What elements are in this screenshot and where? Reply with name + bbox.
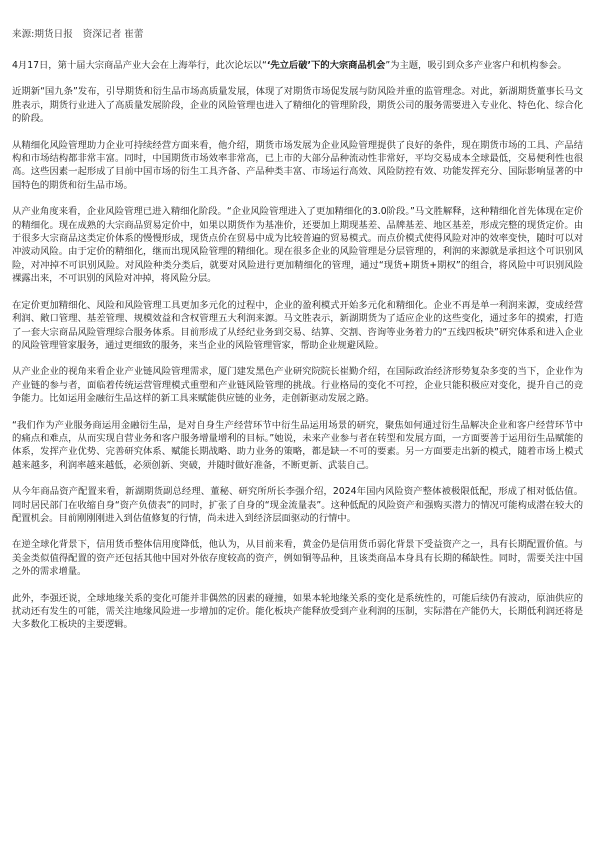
article-paragraph: 从今年商品资产配置来看，新湖期货副总经理、董秘、研究所所长李强介绍，2024年国内风险资产整体被极限低配，形成了相对低估值。同时居民部门在收缩自身“资产负债表”的同时，扩张了自身的“现金流量表”。这种低配的风险资产和强购买潜力的情况可能构成潜在较大的配置机会。目前刚刚刚进入到估值修复的行情，尚未进入到经济层面驱动的行情中。 <box>12 486 583 524</box>
article-paragraph: 在定价更加精细化、风险和风险管理工具更加多元化的过程中，企业的盈利模式开始多元化和精细化。企业不再是单一利润来源，变成经营利润、敞口管理、基差管理、规模效益和含权管理五大利润来源。马文胜表示，新湖期货为了适应企业的这些变化，通过多年的摸索，打造了一套大宗商品风险管理综合服务体系。目前形成了从经纪业务到交易、结算、交割、咨询等业务着力的“五线四板块”研究体系和进入企业的风险管理管家服务，通过更细致的服务，来当企业的风险管理管家，帮助企业规避风险。 <box>12 299 583 351</box>
source-author: 资深记者 崔蕾 <box>82 29 144 40</box>
intro-paragraph <box>12 59 583 72</box>
intro-before: 4月17日，第十届大宗商品产业大会在上海举行，此次论坛以“ <box>12 60 267 71</box>
intro-after: ”为主题，吸引到众多产业客户和机构参会。 <box>385 60 567 71</box>
source-label: 来源:期货日报 <box>12 29 73 40</box>
article-paragraph: “我们作为产业服务商运用金融衍生品，是对自身生产经营环节中衍生品运用场景的研究，聚焦如何通过衍生品解决企业和客户经营环节中的痛点和难点，从而实现自营业务和客户服务增量增利的目标。”她说，未来产业参与者在转型和发展方面，一方面要善于运用衍生品赋能的体系，发挥产业优势、完善研究体系、赋能长期战略、助力业务的策略，都是缺一不可的要素。另一方面要走出新的模式，随着市场上模式越来越多，利润率越来越低，必须创新、突破，并随时做好准备，不断更新、武装自己。 <box>12 419 583 471</box>
article-paragraph: 从产业企业的视角来看企业产业链风险管理需求，厦门建发黑色产业研究院院长崔勤介绍，在国际政治经济形势复杂多变的当下，企业作为产业链的参与者，面临着传统运营管理模式重塑和产业链风险管理的挑战。行业格局的变化不可控，企业只能积极应对变化，提升自己的竞争能力。比如运用金融衍生品这样的新工具来赋能供应链的业务，走创新驱动发展之路。 <box>12 366 583 405</box>
article-paragraph: 近期新“国九条”发布，引导期货和衍生品市场高质量发展，体现了对期货市场促发展与防风险并重的监管理念。对此，新湖期货董事长马文胜表示，期货行业进入了高质量发展阶段，企业的风险管理也进入了精细化的管理阶段，期货公司的服务需要进入专业化、特色化、综合化的阶段。 <box>12 86 583 125</box>
article-paragraph: 从精细化风险管理助力企业可持续经营方面来看，他介绍，期货市场发展为企业风险管理提供了良好的条件，现在期货市场的工具、产品结构和市场结构都非常丰富。同时，中国期货市场效率非常高，已上市的大部分品种流动性非常好，平均交易成本全球最低，交易便利性也很高。这些因素一起形成了目前中国市场的衍生工具齐备、产品种类丰富、市场运行高效、风险防控有效、功能发挥充分、国际影响显著的中国特色的期货和衍生品市场。 <box>12 139 583 191</box>
article-paragraph: 从产业角度来看，企业风险管理已进入精细化阶段。“企业风险管理进入了更加精细化的3.0阶段。”马文胜解释，这种精细化首先体现在定价的精细化。现在成熟的大宗商品贸易定价中，如果以期货作为基准价，还要加上期现基差、品牌基差、地区基差，形成完整的现货定价。由于很多大宗商品这类定价体系的慢慢形成，现货点价在贸易中成为比较普遍的贸易模式。而点价模式使得风险对冲的效率变快，随时可以对冲波动风险。由于定价的精细化，继而出现风险管理的精细化。现在很多企业的风险管理是分层管理的，利润的来源就是承担这个可识别风险，对冲掉不可识别风险。对风险种类分类后，就要对风险进行更加精细化的管理，通过“现货+期货+期权”的组合，将风险中可识别风险裸露出来，不可识别的风险对冲掉，将风险分层。 <box>12 206 583 285</box>
article-source <box>12 28 583 41</box>
article-paragraph: 此外，李强还说，全球地缘关系的变化可能并非偶然的因素的碰撞，如果本轮地缘关系的变化是系统性的，可能后续仍有波动，原油供应的扰动还有发生的可能，需关注地缘风险进一步增加的定价。能化板块产能释放受到产业利润的压制，实际潜在产能仍大，长期低利润还将是大多数化工板块的主要逻辑。 <box>12 592 583 631</box>
article-paragraph: 在逆全球化背景下，信用货币整体信用度降低，他认为，从目前来看，黄金仍是信用货币弱化背景下受益资产之一，具有长期配置价值。与美金类似值得配置的资产还包括其他中国对外依存度较高的资产，例如铜等品种，且该类商品本身具有长期的稀缺性。同时，需要关注中国之外的需求增量。 <box>12 539 583 578</box>
intro-highlight: ‘先立后破’下的大宗商品机会 <box>266 60 386 71</box>
